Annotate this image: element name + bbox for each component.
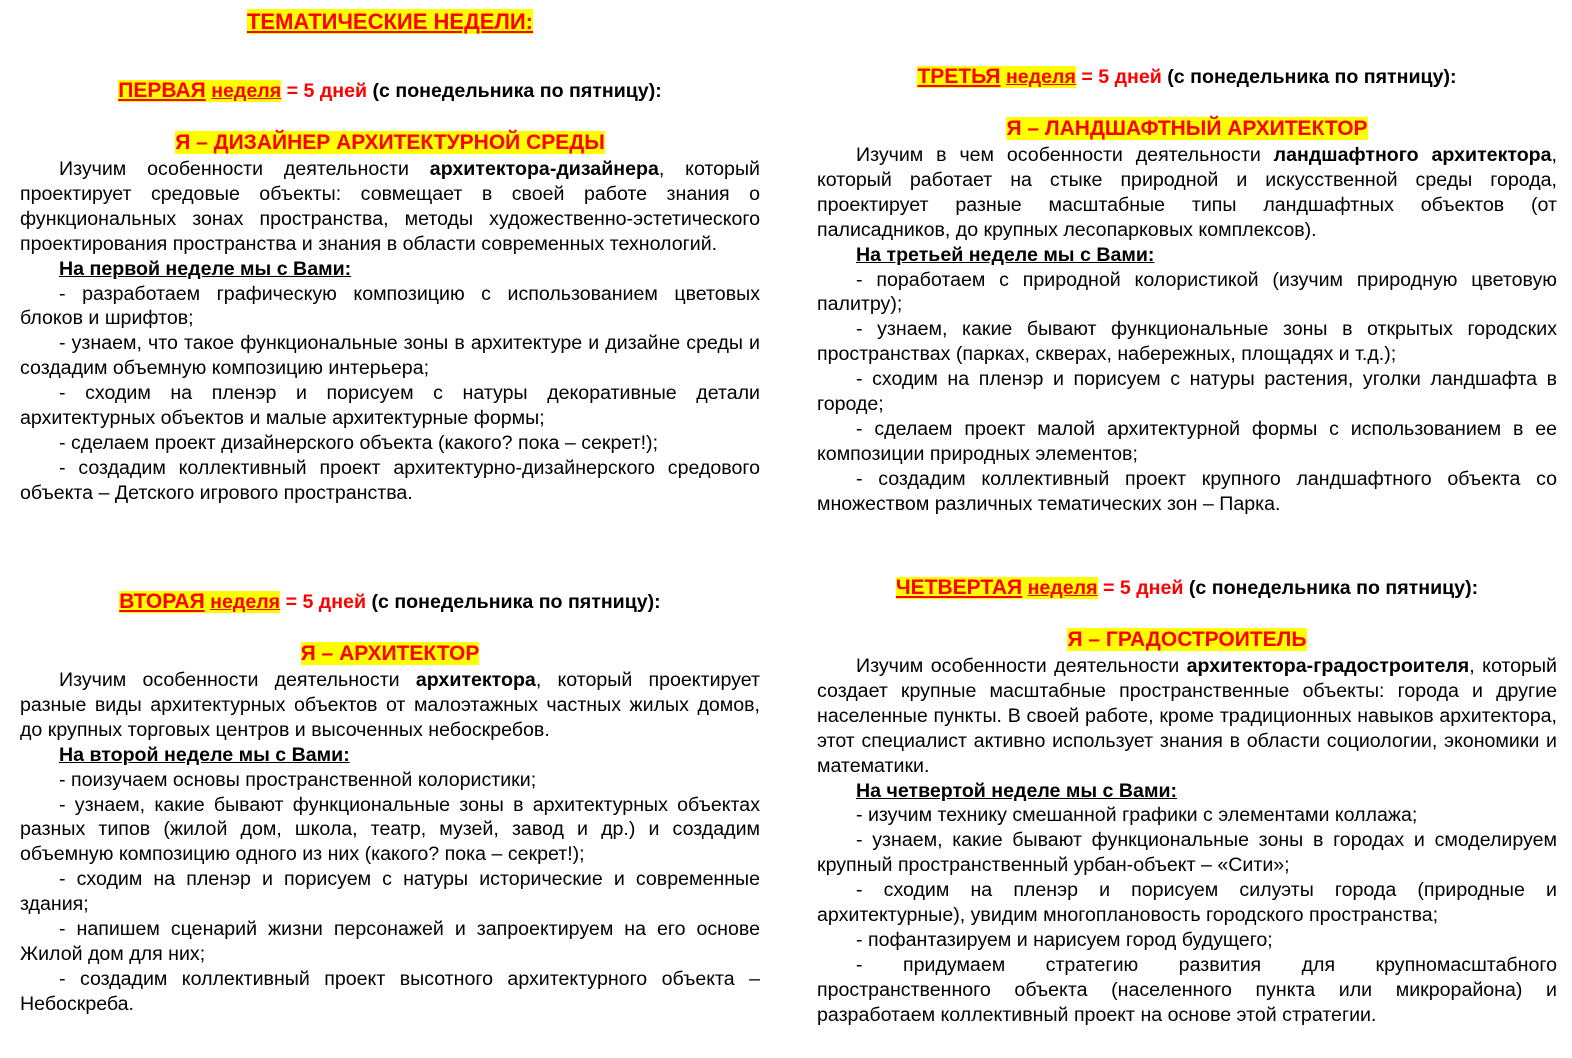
week-2-intro-bold: архитектора	[415, 669, 536, 691]
week-2-intro	[20, 668, 760, 743]
week-1-theme-text: Я – ДИЗАЙНЕР АРХИТЕКТУРНОЙ СРЕДЫ	[175, 131, 605, 154]
week-3-duration: = 5 дней	[1081, 66, 1162, 88]
week-4-ordinal: ЧЕТВЕРТАЯ	[895, 576, 1023, 599]
week-4-intro-bold: архитектора-градостроителя	[1186, 655, 1470, 677]
week-3-header	[817, 64, 1557, 90]
week-4-theme-text: Я – ГРАДОСТРОИТЕЛЬ	[1067, 628, 1307, 651]
page-title	[20, 8, 760, 36]
week-4-item-3: - сходим на пленэр и порисуем силуэты города (природные и архитектурные), увидим многоплановость городского пространства;	[817, 879, 1557, 927]
week-3-theme-text: Я – ЛАНДШАФТНЫЙ АРХИТЕКТОР	[1006, 117, 1368, 140]
week-3-item-1: - поработаем с природной колористикой (изучим природную цветовую палитру);	[817, 268, 1557, 316]
week-3-week-word: неделя	[1005, 66, 1076, 88]
week-4-intro-pre: Изучим особенности деятельности	[856, 655, 1187, 677]
week-4-schedule: (с понедельника по пятницу):	[1188, 577, 1479, 599]
week-1-section	[20, 78, 760, 506]
week-1-intro	[20, 157, 760, 257]
week-4-item-2: - узнаем, какие бывают функциональные зоны в городах и смоделируем крупный пространственный урбан-объект – «Сити»;	[817, 829, 1557, 877]
week-2-intro-pre: Изучим особенности деятельности	[59, 669, 416, 691]
week-1-intro-bold: архитектора-дизайнера	[429, 158, 659, 180]
week-2-theme-text: Я – АРХИТЕКТОР	[300, 642, 480, 665]
week-2-duration: = 5 дней	[285, 591, 367, 613]
week-1-item-2: - узнаем, что такое функциональные зоны в архитектуре и дизайне среды и создадим объемную композицию интерьера;	[20, 332, 760, 380]
week-4-duration: = 5 дней	[1102, 577, 1184, 599]
week-4-subheading: На четвертой неделе мы с Вами:	[856, 779, 1178, 802]
week-3-intro	[817, 143, 1557, 243]
week-3-intro-bold: ландшафтного архитектора	[1273, 144, 1552, 166]
week-2-item-5: - создадим коллективный проект высотного архитектурного объекта – Небоскреба.	[20, 967, 760, 1015]
week-2-item-2: - узнаем, какие бывают функциональные зоны в архитектурных объектах разных типов (жилой дом, школа, театр, музей, завод и др.) и создадим объемную композицию одного из них (какого? пока – секрет!);	[20, 793, 760, 866]
week-1-week-word: неделя	[211, 80, 282, 102]
week-4-intro-post: , который создает крупные масштабные пространственные объекты: города и другие населенные пункты. В своей работе, кроме традиционных навыков архитектора, этот специалист активно использует знания в области социологии, экономики и математики.	[817, 655, 1557, 777]
week-3-intro-pre: Изучим в чем особенности деятельности	[856, 144, 1274, 166]
week-1-duration: = 5 дней	[286, 80, 368, 102]
week-2-intro-post: , который проектирует разные виды архитектурных объектов от малоэтажных частных жилых домов, до крупных торговых центров и высоченных небоскребов.	[20, 669, 760, 741]
week-3-item-3: - сходим на пленэр и порисуем с натуры растения, уголки ландшафта в городе;	[817, 368, 1557, 416]
week-3-item-4: - сделаем проект малой архитектурной формы с использованием в ее композиции природных элементов;	[817, 417, 1557, 465]
week-1-item-5: - создадим коллективный проект архитектурно-дизайнерского средового объекта – Детского игрового пространства.	[20, 456, 760, 504]
week-1-item-3: - сходим на пленэр и порисуем с натуры декоративные детали архитектурных объектов и малые архитектурные формы;	[20, 382, 760, 430]
week-2-item-4: - напишем сценарий жизни персонажей и запроектируем на его основе Жилой дом для них;	[20, 918, 760, 965]
week-2-theme	[20, 640, 760, 668]
week-3-theme	[817, 115, 1557, 143]
week-3-schedule: (с понедельника по пятницу):	[1167, 66, 1457, 88]
week-4-theme	[817, 626, 1557, 654]
week-1-intro-pre: Изучим особенности деятельности	[59, 158, 430, 180]
week-2-week-word: неделя	[210, 591, 281, 613]
week-2-ordinal: ВТОРАЯ	[119, 590, 205, 613]
week-2-item-3: - сходим на пленэр и порисуем с натуры исторические и современные здания;	[20, 868, 760, 916]
week-3-ordinal: ТРЕТЬЯ	[917, 65, 1001, 88]
week-4-week-word: неделя	[1027, 577, 1098, 599]
page-title-text: ТЕМАТИЧЕСКИЕ НЕДЕЛИ:	[246, 9, 533, 34]
week-1-theme	[20, 129, 760, 157]
week-3-item-2: - узнаем, какие бывают функциональные зоны в открытых городских пространствах (парках, скверах, набережных, площадях и т.д.);	[817, 318, 1557, 366]
week-4-intro	[817, 654, 1557, 779]
week-3-section	[817, 64, 1557, 517]
week-4-header	[817, 575, 1557, 601]
week-1-subheading: На первой неделе мы с Вами:	[59, 257, 352, 280]
week-2-header	[20, 589, 760, 615]
week-2-schedule: (с понедельника по пятницу):	[371, 591, 661, 613]
week-1-intro-post: , который проектирует средовые объекты: совмещает в своей работе знания о функциональных зонах пространства, методы художественно-эстетического проектирования пространства и знания в области современных технологий.	[20, 158, 760, 255]
week-2-subheading: На второй неделе мы с Вами:	[59, 743, 350, 766]
week-4-item-5: - придумаем стратегию развития для крупномасштабного пространственного объекта (населенного пункта или микрорайона) и разработаем коллективный проект на основе этой стратегии.	[817, 953, 1557, 1026]
week-4-item-1: - изучим технику смешанной графики с элементами коллажа;	[856, 804, 1418, 827]
week-2-item-1: - поизучаем основы пространственной колористики;	[59, 768, 537, 791]
week-4-item-4: - пофантазируем и нарисуем город будущего;	[856, 928, 1273, 951]
week-2-section	[20, 589, 760, 1017]
week-1-header	[20, 78, 760, 104]
week-1-item-1: - разработаем графическую композицию с использованием цветовых блоков и шрифтов;	[20, 282, 760, 330]
week-4-section	[817, 575, 1557, 1028]
week-1-ordinal: ПЕРВАЯ	[118, 79, 206, 102]
week-1-schedule: (с понедельника по пятницу):	[372, 80, 662, 102]
week-3-intro-post: , который работает на стыке природной и искусственной среды города, проектирует разные масштабные типы ландшафтных объектов (от палисадников, до крупных лесопарковых комплексов).	[817, 144, 1557, 241]
week-3-item-5: - создадим коллективный проект крупного ландшафтного объекта со множеством различных тематических зон – Парка.	[817, 467, 1557, 515]
week-3-subheading: На третьей неделе мы с Вами:	[856, 243, 1155, 266]
week-1-item-4: - сделаем проект дизайнерского объекта (какого? пока – секрет!);	[59, 431, 659, 454]
